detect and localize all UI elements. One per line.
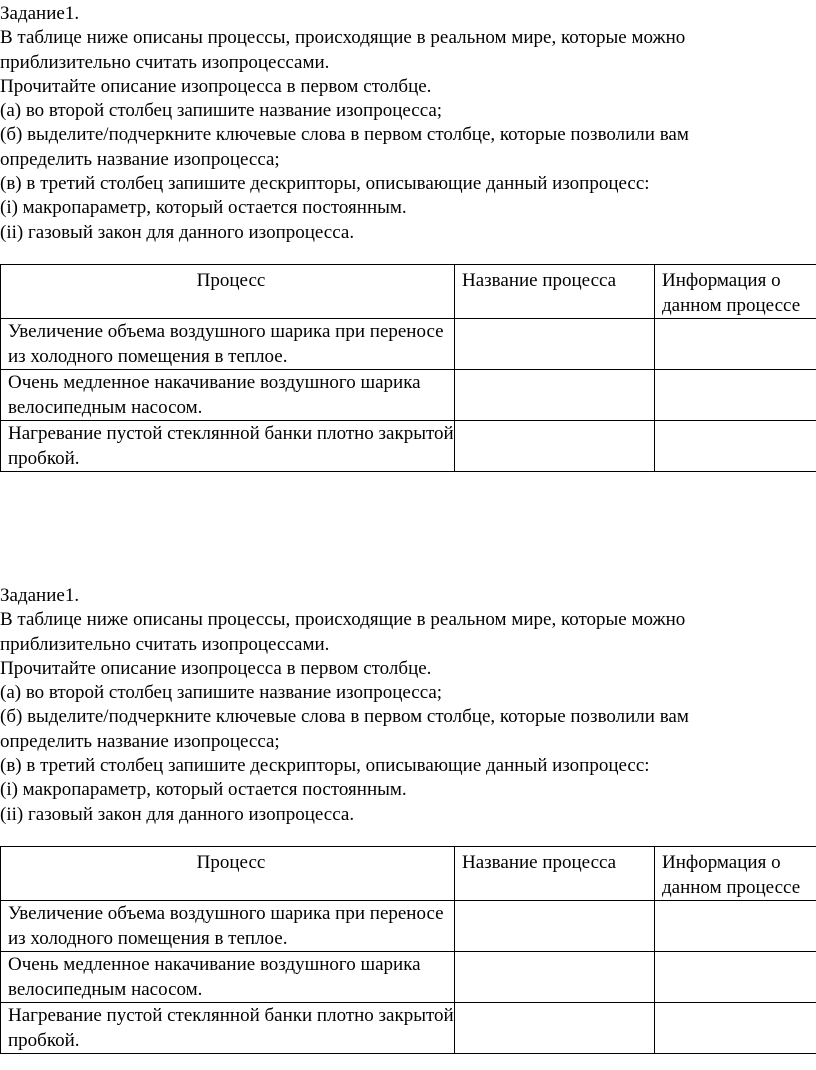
process-info-cell[interactable]: [655, 319, 816, 370]
task-instructions: [0, 2, 816, 245]
process-description: Увеличение объема воздушного шарика при переносе из холодного помещения в теплое.: [1, 901, 455, 952]
process-name-cell[interactable]: [455, 901, 655, 952]
header-process-info: Информация о данном процессе: [655, 265, 816, 319]
header-process-info: Информация о данном процессе: [655, 847, 816, 901]
instruction-line: Прочитайте описание изопроцесса в первом столбце.: [0, 657, 432, 679]
instruction-line: (в) в третий столбец запишите дескрипторы, описывающие данный изопроцесс:: [0, 755, 650, 777]
header-process: Процесс: [1, 265, 455, 319]
process-description: Очень медленное накачивание воздушного шарика велосипедным насосом.: [1, 370, 455, 421]
process-description: Очень медленное накачивание воздушного шарика велосипедным насосом.: [1, 952, 455, 1003]
instruction-line: (i) макропараметр, который остается постоянным.: [0, 197, 407, 219]
process-table: [0, 846, 816, 1054]
process-info-cell[interactable]: [655, 1003, 816, 1054]
table-header-row: [1, 847, 816, 901]
task-instructions: [0, 584, 816, 827]
instruction-line: (в) в третий столбец запишите дескрипторы, описывающие данный изопроцесс:: [0, 173, 650, 195]
header-process-name: Название процесса: [455, 265, 655, 319]
process-description: Нагревание пустой стеклянной банки плотно закрытой пробкой.: [1, 421, 455, 472]
process-name-cell[interactable]: [455, 370, 655, 421]
process-name-cell[interactable]: [455, 421, 655, 472]
table-header-row: [1, 265, 816, 319]
process-info-cell[interactable]: [655, 901, 816, 952]
task-title: Задание1.: [0, 3, 80, 24]
instruction-line: (ii) газовый закон для данного изопроцесса.: [0, 221, 355, 243]
table-row: [1, 370, 816, 421]
instruction-line: (ii) газовый закон для данного изопроцесса.: [0, 803, 355, 825]
instruction-line: Прочитайте описание изопроцесса в первом столбце.: [0, 75, 432, 97]
table-row: [1, 952, 816, 1003]
table-row: [1, 901, 816, 952]
process-name-cell[interactable]: [455, 319, 655, 370]
instruction-line: приблизительно считать изопроцессами.: [0, 51, 330, 73]
task-block: [0, 584, 816, 1051]
table-row: [1, 421, 816, 472]
process-name-cell[interactable]: [455, 1003, 655, 1054]
instruction-line: (а) во второй столбец запишите название изопроцесса;: [0, 100, 443, 122]
instruction-line: В таблице ниже описаны процессы, происходящие в реальном мире, которые можно: [0, 27, 686, 49]
process-info-cell[interactable]: [655, 421, 816, 472]
table-row: [1, 1003, 816, 1054]
process-info-cell[interactable]: [655, 952, 816, 1003]
instruction-line: В таблице ниже описаны процессы, происходящие в реальном мире, которые можно: [0, 609, 686, 631]
header-process: Процесс: [1, 847, 455, 901]
process-info-cell[interactable]: [655, 370, 816, 421]
process-description: Увеличение объема воздушного шарика при переносе из холодного помещения в теплое.: [1, 319, 455, 370]
instruction-line: (б) выделите/подчеркните ключевые слова в первом столбце, которые позволили вам: [0, 124, 689, 146]
process-description: Нагревание пустой стеклянной банки плотно закрытой пробкой.: [1, 1003, 455, 1054]
process-name-cell[interactable]: [455, 952, 655, 1003]
instruction-line: приблизительно считать изопроцессами.: [0, 633, 330, 655]
process-table: [0, 264, 816, 472]
header-process-name: Название процесса: [455, 847, 655, 901]
task-block: [0, 2, 816, 469]
instruction-line: (а) во второй столбец запишите название изопроцесса;: [0, 682, 443, 704]
task-title: Задание1.: [0, 585, 80, 606]
instruction-line: (i) макропараметр, который остается постоянным.: [0, 779, 407, 801]
table-row: [1, 319, 816, 370]
instruction-line: определить название изопроцесса;: [0, 148, 280, 170]
instruction-line: определить название изопроцесса;: [0, 730, 280, 752]
instruction-line: (б) выделите/подчеркните ключевые слова в первом столбце, которые позволили вам: [0, 706, 689, 728]
